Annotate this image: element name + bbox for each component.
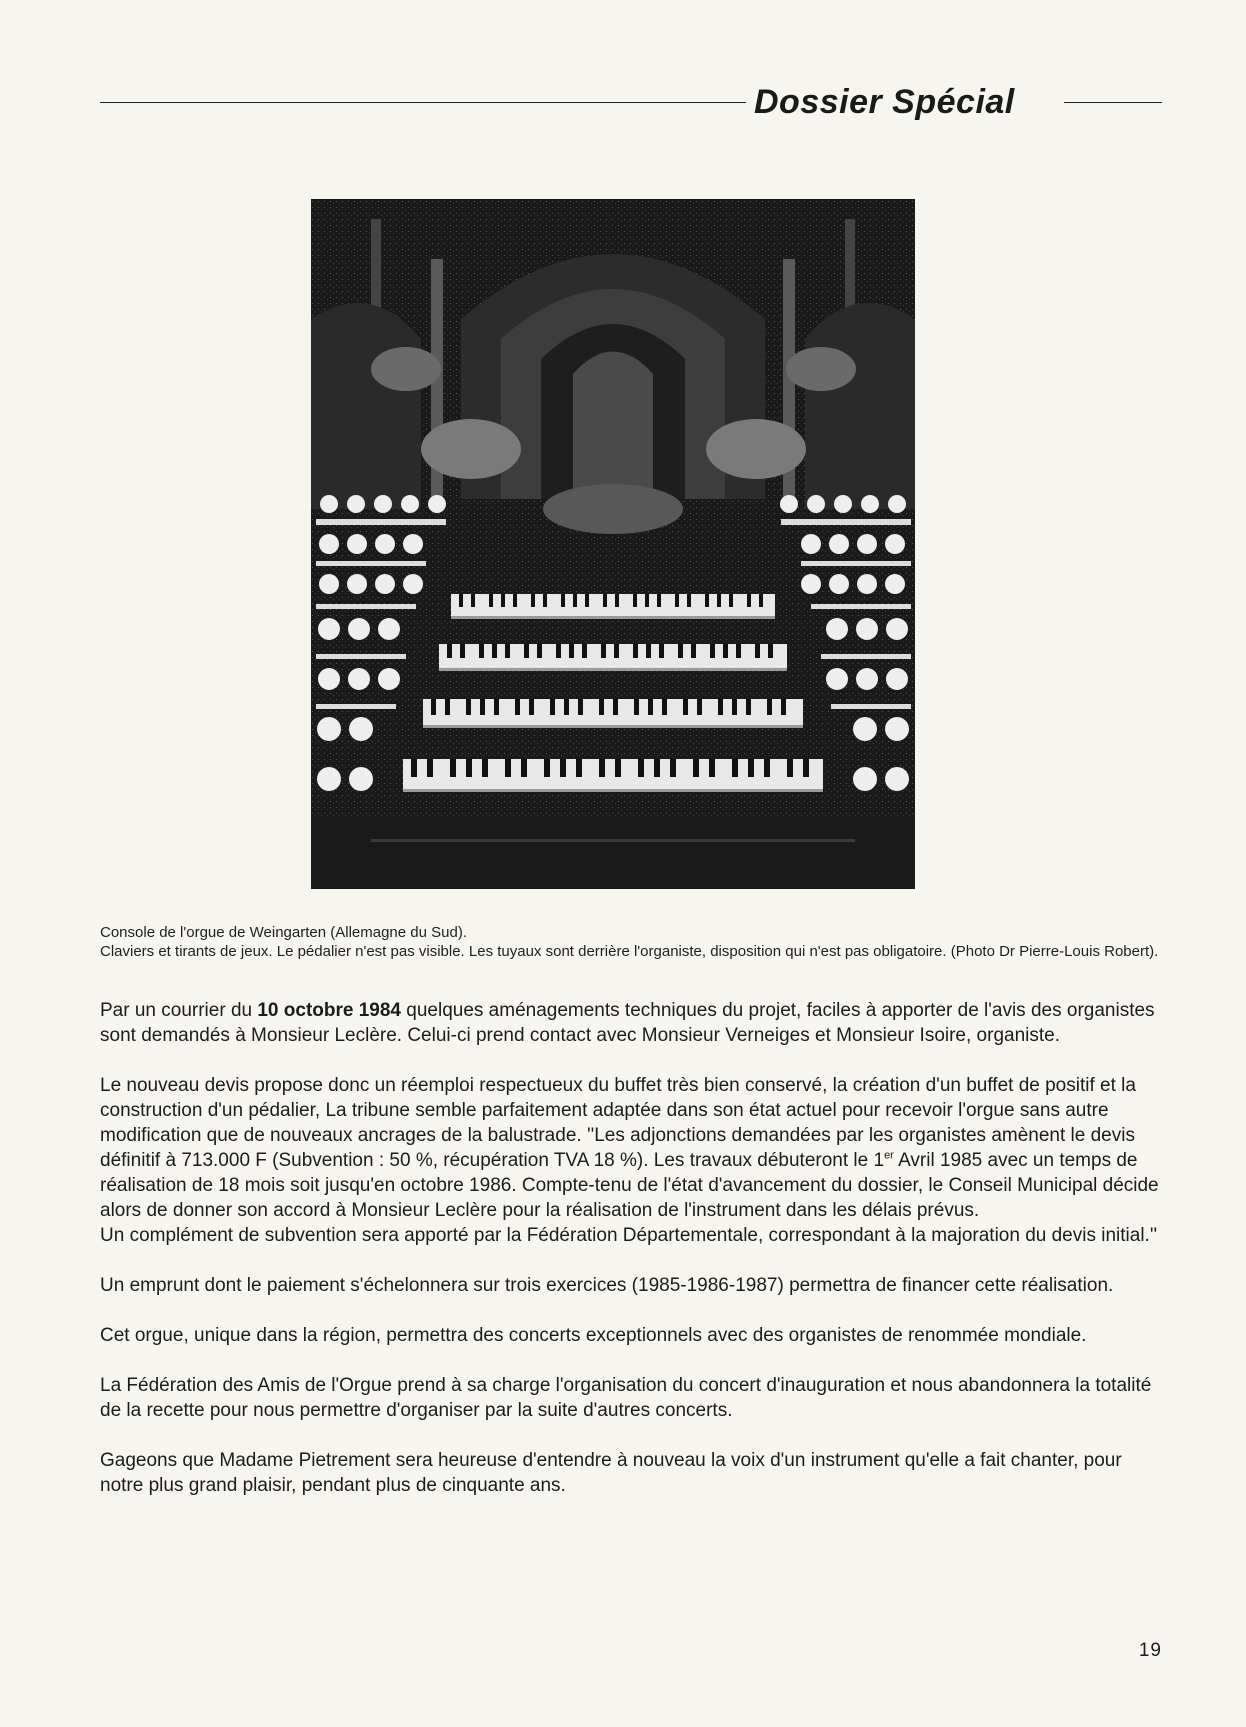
organ-console-illustration [311, 199, 915, 889]
article-body [100, 998, 1162, 1523]
paragraph-1-text-a: Par un courrier du [100, 1000, 258, 1021]
paragraph-1-date: 10 octobre 1984 [257, 1000, 401, 1021]
paragraph-4: Un emprunt dont le paiement s'échelonnera sur trois exercices (1985-1986-1987) permettra de financer cette réalisation. [100, 1275, 1114, 1296]
header-rule-left [100, 102, 746, 103]
section-header [100, 78, 1162, 126]
photo-caption [100, 923, 1162, 961]
paragraph-2-text-b: Avril 1985 avec un temps de réalisation de 18 mois soit jusqu'en octobre 1986. Compte-tenu de l'état d'avancement du dossier, le Conseil Municipal décide alors de donner son accord à Monsieur Leclère pour la réalisation de l'instrument dans les délais prévus. [100, 1150, 1159, 1221]
paragraph-2-superscript: er [884, 1149, 894, 1162]
caption-line-2: Claviers et tirants de jeux. Le pédalier n'est pas visible. Les tuyaux sont derrière l'organiste, disposition qui n'est pas obligatoire. (Photo Dr Pierre-Louis Robert). [100, 943, 1159, 960]
header-rule-right [1064, 102, 1162, 103]
section-title: Dossier Spécial [754, 83, 1015, 121]
paragraph-1-text-b: quelques aménagements techniques du projet, faciles à apporter de l'avis des organistes sont demandés à Monsieur Leclère. Celui-ci prend contact avec Monsieur Verneiges et Monsieur Isoire, organiste. [100, 1000, 1155, 1046]
paragraph-1 [100, 998, 1162, 1048]
paragraph-5: Cet orgue, unique dans la région, permettra des concerts exceptionnels avec des organistes de renommée mondiale. [100, 1325, 1087, 1346]
organ-console-photo [311, 199, 915, 889]
paragraph-7: Gageons que Madame Pietrement sera heureuse d'entendre à nouveau la voix d'un instrument qu'elle a fait chanter, pour notre plus grand plaisir, pendant plus de cinquante ans. [100, 1450, 1122, 1496]
paragraph-2 [100, 1073, 1162, 1223]
paragraph-6: La Fédération des Amis de l'Orgue prend à sa charge l'organisation du concert d'inauguration et nous abandonnera la totalité de la recette pour nous permettre d'organiser par la suite d'autres concerts. [100, 1375, 1152, 1421]
page-number: 19 [1138, 1640, 1162, 1661]
paragraph-2-text-a: Le nouveau devis propose donc un réemploi respectueux du buffet très bien conservé, la création d'un buffet de positif et la construction d'un pédalier, La tribune semble parfaitement adaptée dans son état actuel pour recevoir l'orgue sans autre modification que de nouveaux ancrages de la balustrade. ''Les adjonctions demandées par les organistes amènent le devis définitif à 713.000 F (Subvention : 50 %, récupération TVA 18 %). Les travaux débuteront le 1 [100, 1075, 1136, 1171]
caption-line-1: Console de l'orgue de Weingarten (Allemagne du Sud). [100, 924, 467, 941]
paragraph-3: Un complément de subvention sera apporté par la Fédération Départementale, correspondant à la majoration du devis initial.'' [100, 1225, 1158, 1246]
